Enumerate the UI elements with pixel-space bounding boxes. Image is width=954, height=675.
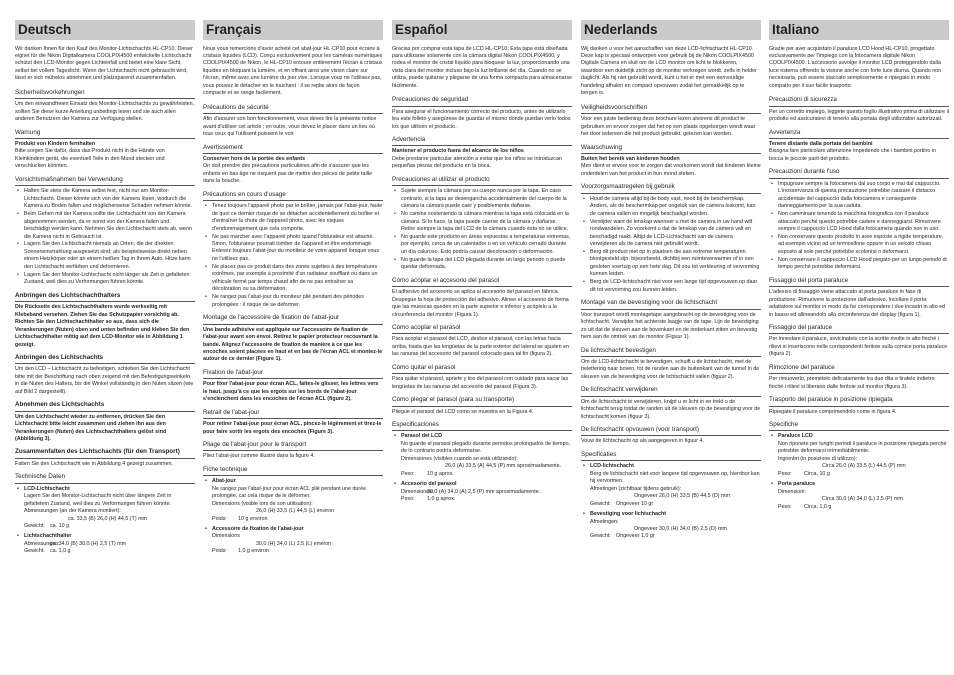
section-heading: Montage van de bevestiging voor de lichtschacht <box>581 299 761 309</box>
spec-title: • Bevestiging voor lichtschacht <box>581 511 761 518</box>
spec-line: Afmetingen (zichtbaar tijdens gebruik): <box>590 485 682 492</box>
spec-value: Circa, 1,0 g <box>804 503 832 510</box>
spec-title: • Parasol del LCD <box>392 433 572 440</box>
spec-title: • LCD-lichtschacht <box>581 463 761 470</box>
section-heading: Fissaggio del paraluce <box>769 324 949 334</box>
spec-row <box>392 463 572 470</box>
section-heading: Specifiche <box>769 421 949 431</box>
language-heading: Italiano <box>769 20 949 40</box>
intro-paragraph: Wij danken u voor het aanschaffen van deze LCD-lichtschacht HL-CP10. Deze kap is speciaal ontworpen voor gebruik bij de Nikon COOLPIX4500 Digitale Camera en sluit om de LCD monitor om licht te blokkeren, waardoor een duidelijk zicht op de monitor verkregen wordt, zelfs in helder daglicht. Als hij niet gebruikt wordt, kunt u het er met een eenvoudige handeling afhalen en compact opvouwen zodat het gemakkelijk op te bergen is. <box>581 45 757 97</box>
spec-row <box>203 508 383 515</box>
spec-title: • Paraluce LCD <box>769 433 949 440</box>
spec-row <box>392 496 572 503</box>
spec-key <box>212 541 256 548</box>
paragraph: Per rimuoverlo, premetelo delicatamente tra due dita e tiratelo indietro finché i rilievi si liberano dalle feritoie sul monitor (figura 3). <box>769 376 935 390</box>
spec-value: Circa, 10 g <box>804 470 830 477</box>
bullet-item: • Verwijder want de lenskap wanneer u met de camera in uw hand wilt rondwandelen. Zo voorkomt u dat de lenskap van de camera valt en beschadigd raakt. Altijd de LCD-Lichtschacht van de camera verwijderen als de camera niet gebruikt wordt. <box>590 219 761 249</box>
bullet-item: • Berg de LCD-lichtschacht niet voor een lange tijd opgevouwen op daar dit tot vervorming zou kunnen leiden. <box>590 279 761 294</box>
section-heading: Cómo acoplar el parasol <box>392 324 572 334</box>
bullet-item: • Beim Gehen mit der Kamera sollte der Lichtschacht von der Kamera abgenommen werden, da er sonst von der Kamera fallen und beschädigt werden kann. Nehmen Sie den Lichtschacht stets ab, wenn die Kamera nicht in Gebrauch ist. <box>24 211 195 241</box>
spec-value: ca. 34,0 (B) 30,0 (H) 2,5 (T) mm <box>50 540 127 547</box>
spec-block <box>15 533 195 555</box>
spec-value: ca. 1,0 g <box>50 548 71 555</box>
section-heading: Abnehmen des Lichtschachts <box>15 401 195 411</box>
spec-line: No guarde el parasol plegado durante periodos prolongados de tiempo, de lo contrario podría deformarse. <box>401 440 571 455</box>
bullet-item: • Non camminare tenendo la macchina fotografica con il paraluce attaccato perché questo potrebbe cadere e danneggiarsi. Rimuovere sempre il cappuccio LCD Hood dalla fotocamera quando non in uso. <box>778 211 949 233</box>
spec-row <box>203 548 383 555</box>
paragraph: Um den einwandfreien Einsatz des Monitor-Lichtschachts zu gewährleisten, sollten Sie diese kurze Anleitung unbedingt lesen und sie auch allen anderen Benutzern der Kamera zur Verfügung stellen. <box>15 101 195 123</box>
spec-row <box>203 541 383 548</box>
bullet-item: • No camine sosteniendo la cámara mientras la tapa está colocada en la cámara. Si lo hace, la tapa puede caerse de la cámara y dañarse. Retire siempre la tapa del LCD de la cámara cuando ésta no se utilice. <box>401 211 572 233</box>
section-heading: Rimozione del paraluce <box>769 364 949 374</box>
section-heading: Trasporto del paraluce in posizione ripiegata <box>769 396 949 406</box>
paragraph: Om de lichtschacht te verwijderen, knijpt u er licht in en trekt u de lichtschacht terug totdat de randen uit de sleuven op de bevestiging voor de lichtschacht komen (figuur 3). <box>581 398 761 420</box>
section-heading: Precauciones al utilizar el producto <box>392 176 572 186</box>
section-heading: Précautions de sécurité <box>203 104 383 114</box>
warning-text: On doit prendre des précautions particulières afin de s'assurer que les enfants en bas âge ne risquent pas de mettre des pièces de petite taille dans la bouche. <box>203 163 373 185</box>
spec-key <box>212 508 256 515</box>
paragraph: Falten Sie den Lichtschacht wie in Abbildung 4 gezeigt zusammen. <box>15 460 174 467</box>
section-heading: Advertencia <box>392 136 572 146</box>
section-heading: De lichtschacht bevestigen <box>581 347 761 357</box>
spec-value: Ongeveer 26,0 (H) 33,5 (B) 44,5 (D) mm <box>634 493 730 500</box>
spec-block <box>203 526 383 556</box>
paragraph: Um den Lichtschacht wieder zu entfernen, drücken Sie den Lichtschacht bitte leicht zusammen und ziehen ihn aus den Verankerungen (Nuten) des Lichtschachthalters gelöst sind (Abbildung 3). <box>15 413 167 442</box>
paragraph: Per innestare il paraluce, avvicinatelo con la scritte rivolte in alto finché i rilievi si inseriscono nelle corrispondenti feritoie sulla cornice porta paraluce (figura 2). <box>769 336 948 358</box>
spec-line: Dimensions <box>212 533 240 540</box>
bullet-item: • Non conservare il cappuccio LCD Hood piegato per un lungo periodo di tempo perché potrebbe deformarsi. <box>778 257 949 272</box>
paragraph: Pliegue el parasol del LCD como se muestra en la Figura 4. <box>392 408 534 415</box>
spec-row <box>15 548 195 555</box>
section-heading: Pliage de l'abat-jour pour le transport <box>203 441 383 451</box>
section-heading: Cómo plegar el parasol (para su transporte) <box>392 396 572 406</box>
section-heading: Warnung <box>15 129 195 139</box>
spec-key: Peso: <box>401 470 415 477</box>
paragraph: Afin d'assurer son bon fonctionnement, vous devez lire la présente notice avant d'utiliser cet article ; en outre, vous devez le placer dans un lieu où tous ceux qui l'utilisent puissent le voir. <box>203 116 377 138</box>
language-heading: Français <box>203 20 383 40</box>
spec-value: 26,0 (H) 33,5 (L) 44,5 (L) environ <box>256 508 335 515</box>
section-heading: Montage de l'accessoire de fixation de l'abat-jour <box>203 314 383 324</box>
spec-title: • Lichtschachthalter <box>15 533 195 540</box>
paragraph: Une bande adhésive est appliquée sur l'accessoire de fixation de l'abat-jour avant son envoi. Retirez le papier protecteur recouvrant la bande. Alignez l'accessoire de fixation de manière à ce que les encoches soient placées en haut et en bas de l'écran ACL et montez-le autour de ce dernier (Figure 1). <box>203 326 383 363</box>
paragraph: Vouw de lichtschacht op als aangegeven in figuur 4. <box>581 438 704 445</box>
paragraph: Voor een juiste bediening deze brochure lezen alvorens dit product te gebruiken en ervoor zorgen dat het op een plaats opgeborgen wordt waar het door iedereen die het product gebruikt, gelezen kan worden. <box>581 116 756 138</box>
section-heading: Precauciones de seguridad <box>392 96 572 106</box>
spec-value: Ongeveer 1,0 gr <box>616 533 655 540</box>
section-heading: Especificaciones <box>392 421 572 431</box>
spec-key <box>590 526 634 533</box>
spec-value: Ongeveer 30,0 (H) 34,0 (B) 2,5 (D) mm <box>634 525 727 532</box>
paragraph: Per un corretto impiego, leggete questo foglio illustrativo prima di utilizzare il prodotto ed assicuratevi di tenerlo alla portata degli utilizzatori autorizzati. <box>769 108 949 123</box>
section-heading: Fissaggio del porta paraluce <box>769 277 949 287</box>
spec-line: Dimensions (visible lors de son utilisation): <box>212 500 313 507</box>
spec-value: 26,0 (A) 33,5 (A) 44,5 (P) mm aproximadamente. <box>445 463 562 470</box>
spec-row <box>581 501 761 508</box>
warning-title: Conserver hors de la portée des enfants <box>203 155 306 162</box>
section-heading: Précautions en cours d'usage <box>203 191 383 201</box>
spec-row <box>581 493 761 500</box>
spec-value: 30,0 (A) 34,0 (A) 2,5 (P) mm aproximadamente. <box>427 488 541 495</box>
spec-row <box>15 523 195 530</box>
spec-line: Ingombri (in posizione di utilizzo): <box>778 455 858 462</box>
bullet-item: • Impugnare sempre la fotocamera dal suo corpo e mai dal cappuccio. L'inosservanza di questa precauzione potrebbe causare il distacco accidentale del cappuccio dalla fotocamera e conseguente danneggiamento per la sua caduta. <box>778 181 949 211</box>
bullet-list <box>581 196 761 295</box>
language-heading: Español <box>392 20 572 40</box>
spec-block <box>15 486 195 531</box>
bullet-item: • Ne pas marcher avec l'appareil photo quand l'obturateur est attaché. Sinon, l'obturateur pourrait tomber de l'appareil et être endommagé. Enlevez toujours l'abat-jour du moniteur de votre appareil lorsque vous ne l'utilisez pas. <box>212 234 383 264</box>
section-heading: Cómo acoplar el accesorio del parasol <box>392 277 572 287</box>
paragraph: Um den LCD – Lichtschacht zu befestigen, schieben Sie den Lichtschacht bitte mit der Beschriftung nach oben zeigend mit den Befestigungswinkeln in die Nuten des Halters, bis die Winkel vollständig in den Nuten sitzen (wie auf Bild 2 dargestellt). <box>15 366 194 395</box>
spec-row <box>15 516 195 523</box>
spec-key: Gewicht: <box>590 500 611 507</box>
bullet-item: • No guarde la tapa del LCD plegada durante un largo periodo o puede quedar deformada. <box>401 257 572 272</box>
spec-row <box>392 471 572 478</box>
spec-value: 1,0 g environ <box>238 548 269 555</box>
spec-value: 10 g environ <box>238 515 268 522</box>
section-heading: Precauzioni durante l'uso <box>769 168 949 178</box>
bullet-item: • No guarde este producto en áreas expuestas a temperaturas extremas, por ejemplo, cerca de un calentador o en un vehículo cerrado durante un día caluroso. Esto podría causar decoloración o deformación. <box>401 234 572 256</box>
spec-line: Berg de lichtschacht niet voor langere tijd opgevouwen op, hierdoor kan hij vervormen. <box>590 470 760 485</box>
spec-block <box>581 511 761 541</box>
intro-paragraph: Gracias por comprar esta tapa de LCD HL-CP10. Esta tapa está diseñada para utilizarse solamente con la cámara digital Nikon COOLPIX4500, y rodea el monitor de cristal líquido para bloquear la luz, proporcionando una vista clara del monitor incluso bajo la luz brillante del día. Cuando no se utiliza, puede quitarse y plegarse de una forma compacta para almacenarse fácilmente. <box>392 45 572 89</box>
spec-key: Gewicht: <box>24 522 45 529</box>
spec-block <box>769 481 949 511</box>
spec-value: ca. 10 g <box>50 522 70 529</box>
spec-line: Dimensioni: <box>778 488 806 495</box>
spec-row <box>392 489 572 496</box>
column-italiano <box>769 20 949 670</box>
bullet-item: • Tenez toujours l'appareil photo par le boîtier, jamais par l'abat-jour, faute de quoi ce dernier risque de se détacher accidentellement du boîtier et d'entraîner la chute de l'appareil photo, avec les risques d'endommagement que cela comporte. <box>212 203 383 233</box>
paragraph: Para acoplar el parasol del LCD, deslice el parasol, con las letras hacia arriba, hasta que las lengüetas de la parte exterior del lateral se ajusten en las ranuras del accesorio del parasol colocado para tal fin (figura 2). <box>392 336 570 358</box>
spec-value: 1,0 g aprox. <box>427 496 456 503</box>
paragraph: Voor transport wordt montagetape aangebracht op de bevestiging voor de lichtschacht. Verwijder het achterste laagje van de tape. Lijn de bevestiging zo uit dat de sleuven aan de bovenkant en de onderkant zitten en bevestig hem aan de omtrek van de monitor (Figuur 1). <box>581 311 759 341</box>
bullet-list <box>769 181 949 272</box>
spec-value: ca. 33,5 (B) 26,0 (H) 44,5 (T) mm <box>68 515 147 522</box>
spec-row <box>15 541 195 548</box>
spec-value: 10 g aprox. <box>427 470 454 477</box>
bullet-item: • Lagern Sie den Monitor-Lichtschacht nicht länger als Zeit in gefalteten Zustand, weil dies zu Verformungen führen könnte. <box>24 272 195 287</box>
bullet-item: • Sujete siempre la cámara por su cuerpo nunca por la tapa. En caso contrario, si la tapa se desengancha accidentalmente del cuerpo de la cámara la cámara puede caer y posiblemente dañarse. <box>401 188 572 210</box>
intro-paragraph: Nous vous remercions d'avoir acheté cet abat-jour HL-CP10 pour écrans à cristaux liquides (LCD). Conçu exclusivement pour les caméras numériques COOLPIX4500 de Nikon, le HL-CP10 entoure entièrement l'écran à cristaux liquides en bloquant la lumière, et en offrant ainsi une vision claire sur l'écran, même avec une lumière du jour vive. Lorsque vous ne l'utilisez pas, vous pouvez le détacher en le touchant : il se replie alors de façon compacte et se range facilement. <box>203 45 383 97</box>
spec-title: • Porta paraluce <box>769 481 949 488</box>
spec-line: Afmetingen: <box>590 518 619 525</box>
section-heading: Technische Daten <box>15 473 195 483</box>
column-espanol <box>392 20 572 670</box>
paragraph: Pour fixer l'abat-jour pour écran ACL, faites-le glisser, les lettres vers le haut, jusqu'à ce que les ergots sur les bords de l'abat-jour s'enclenchent dans les encoches de l'écran ACL (figure 2). <box>203 381 379 403</box>
intro-paragraph: Grazie per aver acquistato il paraluce LCD Hood HL-CP10, progettato esclusivamente per l'impiego con la fotocamera digitale Nikon COOLPIX4500. L'accessorio avvolge il monitor LCD proteggendolo dalla luce esterna offrendo la visione anche con forte luce diurna. Quando non necessaria, può essere staccato semplicemente e ripiegato in modo compatto per il suo facile trasporto. <box>769 45 942 89</box>
spec-value: Ongeveer 10 gr <box>616 500 654 507</box>
bullet-item: • Non conservare questo prodotto in aree esposte a rigide temperature, ad esempio vicino ad un termosifone oppure in un veicolo chiuso esposto al sole perché potrebbe scolorirsi o deformarsi. <box>778 234 949 256</box>
spec-title: • Accessoire de fixation de l'abat-jour <box>203 526 383 533</box>
spec-value: 30,0 (H) 34,0 (L) 2,5 (L) environ <box>256 540 332 547</box>
spec-row <box>769 496 949 503</box>
spec-key: Poids: <box>212 515 227 522</box>
bullet-list <box>15 188 195 287</box>
bullet-item: • Lagern Sie den Lichtschacht niemals an Orten, die der direkten Sonneneinstrahlung ausgesetzt sind; als beispielsweise direkt neben einem Heizkörper oder an einem heißen Tag in Ihrem Auto. Hitze kann den Lichtschacht verfärben und deformieren. <box>24 241 195 271</box>
section-heading: Specificaties <box>581 451 761 461</box>
column-francais <box>203 20 383 670</box>
bullet-item: • Halten Sie stets die Kamera selbst fest, nicht nur am Monitor-Lichtschacht. Dieser könnte sich von der Kamera lösen, wodurch die Kamera zu Boden fallen und möglicherweise Schaden nehmen könnte. <box>24 188 195 210</box>
section-heading: Retrait de l'abat-jour <box>203 409 383 419</box>
spec-line: Dimensiones (visibles cuando se está utilizando): <box>401 455 518 462</box>
language-heading: Deutsch <box>15 20 195 40</box>
bullet-item: • Ne placez pas ce produit dans des zones sujettes à des températures extrêmes, par exemple à proximité d'un radiateur soufflant ou dans un véhicule fermé par temps chaud afin de ne pas entraîner sa décoloration ou sa déformation. <box>212 264 383 294</box>
warning-title: Buiten het bereik van kinderen houden <box>581 155 680 162</box>
paragraph: Om de LCD-lichtschacht te bevestigen, schuift u de lichtschacht, met de belettering naar boven, tot de randen aan de buitenkant van de tunnel in de sleuven van de bevestiging voor de lichtschacht vallen (figuur 2). <box>581 358 760 380</box>
spec-row <box>581 533 761 540</box>
paragraph: Para quitar el parasol, apriete y tire del parasol con cuidado para sacar las lengüetas de las ranuras del accesorio del parasol (Figura 3). <box>392 376 569 390</box>
bullet-item: • Houd de camera altijd bij de body vast, nooit bij de beschermkap. Anders, als de beschermkap per ongeluk van de camera loskomt, kan de camera vallen en mogelijk beschadigd worden. <box>590 196 761 218</box>
bullet-item: • Berg dit product niet op in plaatsen die aan extreme temperaturen blootgesteld zijn, bijvoorbeeld, dichtbij een ruimteverwarmer of in een gesloten voertuig op een hete dag. Dit zou tot verkleuring of vervorming kunnen leiden. <box>590 249 761 279</box>
spec-line: Abmessungen (an der Kamera montiert): <box>24 508 121 515</box>
section-heading: Waarschuwing <box>581 144 761 154</box>
section-heading: Sicherheitsvorkehrungen <box>15 89 195 99</box>
language-heading: Nederlands <box>581 20 761 40</box>
spec-key: Peso: <box>778 470 792 477</box>
section-heading: Precauzioni di sicurezza <box>769 96 949 106</box>
spec-key: Peso: <box>401 496 415 503</box>
column-nederlands <box>581 20 761 670</box>
section-heading: Veiligheidsvoorschriften <box>581 104 761 114</box>
section-heading: Anbringen des Lichtschachts <box>15 354 195 364</box>
spec-key <box>24 516 68 523</box>
spec-title: • LCD-Lichtschacht <box>15 486 195 493</box>
warning-text: Debe prestarse particular atención a evitar que los niños se introduzcan pequeñas piezas del producto en la boca. <box>392 155 562 170</box>
spec-key <box>778 463 822 470</box>
spec-block <box>769 433 949 478</box>
section-heading: Zusammenfalten des Lichtschachts (für den Transport) <box>15 448 195 458</box>
spec-block <box>581 463 761 508</box>
spec-value: Circa 26,0 (A) 33,5 (L) 44,5 (P) mm <box>822 463 906 470</box>
spec-key: Abmessungen: <box>24 540 60 547</box>
section-heading: Voorzorgsmaatregelen bij gebruik <box>581 183 761 193</box>
warning-title: Tenere distante dalla portata dei bambini <box>769 140 873 147</box>
warning-text: Bisogna fare particolare attenzione impedendo che i bambini portino in bocca le piccole parti del prodotto. <box>769 148 936 162</box>
spec-row <box>203 516 383 523</box>
spec-key: Gewicht: <box>590 533 611 540</box>
spec-key: Dimensiones: <box>401 488 434 495</box>
spec-row <box>769 463 949 470</box>
section-heading: De lichtschacht verwijderen <box>581 386 761 396</box>
spec-key: Peso: <box>778 503 792 510</box>
spec-key: Gewicht: <box>24 548 45 555</box>
section-heading: Fiche technique <box>203 466 383 476</box>
spec-title: • Abat-jour <box>203 478 383 485</box>
bullet-list <box>392 188 572 272</box>
spec-block <box>203 478 383 523</box>
warning-title: Mantener el producto fuera del alcance de los niños <box>392 148 524 155</box>
bullet-list <box>203 203 383 309</box>
spec-key <box>590 493 634 500</box>
spec-key: Poids: <box>212 548 227 555</box>
spec-key <box>778 496 822 503</box>
section-heading: Cómo quitar el parasol <box>392 364 572 374</box>
spec-row <box>581 526 761 533</box>
intro-paragraph: Wir danken Ihnen für den Kauf des Monitor-Lichtschachts HL-CP10. Dieser eignet für die Nikon Digitalkamera COOLPIX4500 entwickelte Lichtschacht schützt den LCD-Monitor gegen Lichteinfall und bietet eine klare Sicht, selbst bei vollem Tageslicht. Wenn der Lichtschacht nicht gebraucht wird, lässt er sich mühelos abnehmen und platzsparend zusammenfalten. <box>15 45 193 82</box>
paragraph: Para asegurar el funcionamiento correcto del producto, antes de utilizarlo lea este folleto y asegúrese de guardar el mismo donde puedan verlo todos los que utilicen el producto. <box>392 108 571 130</box>
section-heading: De lichtschacht opvouwen (voor transport) <box>581 426 761 436</box>
paragraph: Die Rückseite des Lichtschachthalters wurde werkseitig mit Klebeband versehen. Ziehen Sie das Schutzpapier vorsichtig ab. Richten Sie den Lichtschachthalter so aus, dass sich die Verankerungen (Nuten) oben und unten befinden und kleben Sie den Lichtschachthalter mittig auf dem LCD-Monitor wie in Abbildung 1 gezeigt. <box>15 304 190 348</box>
section-heading: Vorsichtsmaßnahmen bei Verwendung <box>15 176 195 186</box>
section-heading: Anbringen des Lichtschachthalters <box>15 292 195 302</box>
section-heading: Avertissement <box>203 144 383 154</box>
warning-text: Bitte sorgen Sie dafür, dass das Produkt nicht in die Hände von Kleinkindern gerät, die eventuell Teile in den Mund stecken und verschlucken könnten. <box>15 148 165 170</box>
paragraph: Ripiegate il paraluce comprimendolo come in figura 4. <box>769 408 897 415</box>
paragraph: El adhesivo del accesorio se aplica al accesorio del parasol en fábrica. Despegue la hoja de protección del adhesivo. Alinee el accesorio de forma que las muescas queden en la parte superior e inferior y acóplelo a la circunferencia del monitor (Figura 1). <box>392 289 569 318</box>
spec-block <box>392 433 572 478</box>
spec-value: Circa 30,0 (A) 34,0 (L) 2,5 (P) mm <box>822 496 903 503</box>
section-heading: Avvertenza <box>769 129 949 139</box>
spec-title: • Accesorio del parasol <box>392 481 572 488</box>
spec-key <box>401 463 445 470</box>
warning-text: Men dient er ervoor voor te zorgen dat voorkomen wordt dat kinderen kleine onderdelen van het product in hun mond steken. <box>581 163 761 177</box>
section-heading: Fixation de l'abat-jour <box>203 369 383 379</box>
spec-row <box>769 504 949 511</box>
spec-block <box>392 481 572 503</box>
spec-row <box>769 471 949 478</box>
bullet-item: • Ne rangez pas l'abat-jour du moniteur plié pendant des périodes prolongées : il risque de se déformer. <box>212 294 383 309</box>
paragraph: Pliez l'abat-jour comme illustré dans la figure 4. <box>203 453 315 460</box>
paragraph: Pour retirer l'abat-jour pour écran ACL, pincez-le légèrement et tirez-le pour faire sortir les ergots des encoches (Figure 3). <box>203 421 382 435</box>
spec-line: Lagern Sie den Monitor-Lichtschacht nicht über längere Zeit in gefaltetem Zustand, weil dies zu Verformungen führen könnte. <box>24 493 172 507</box>
spec-line: Ne rangez pas l'abat-jour pour écran ACL plié pendant une durée prolongée, car cela risque de le déformer. <box>212 485 367 500</box>
paragraph: L'adesivo di fissaggio viene attaccato al porta paraluce in fase di produzione. Rimuovere la protezione dall'adesivo. Incollare il porta adattatore sul monitor in modo da far corrispondere i due incastri in alto ed in basso ed allineandolo alla circonferenza del display (figura 1). <box>769 289 946 318</box>
warning-title: Produkt von Kindern fernhalten <box>15 140 96 147</box>
spec-line: Non riponete per lunghi periodi il paraluce in posizione ripiegata perché potrebbe deformarsi irrimediabilmente. <box>778 440 947 455</box>
column-deutsch <box>15 20 195 670</box>
